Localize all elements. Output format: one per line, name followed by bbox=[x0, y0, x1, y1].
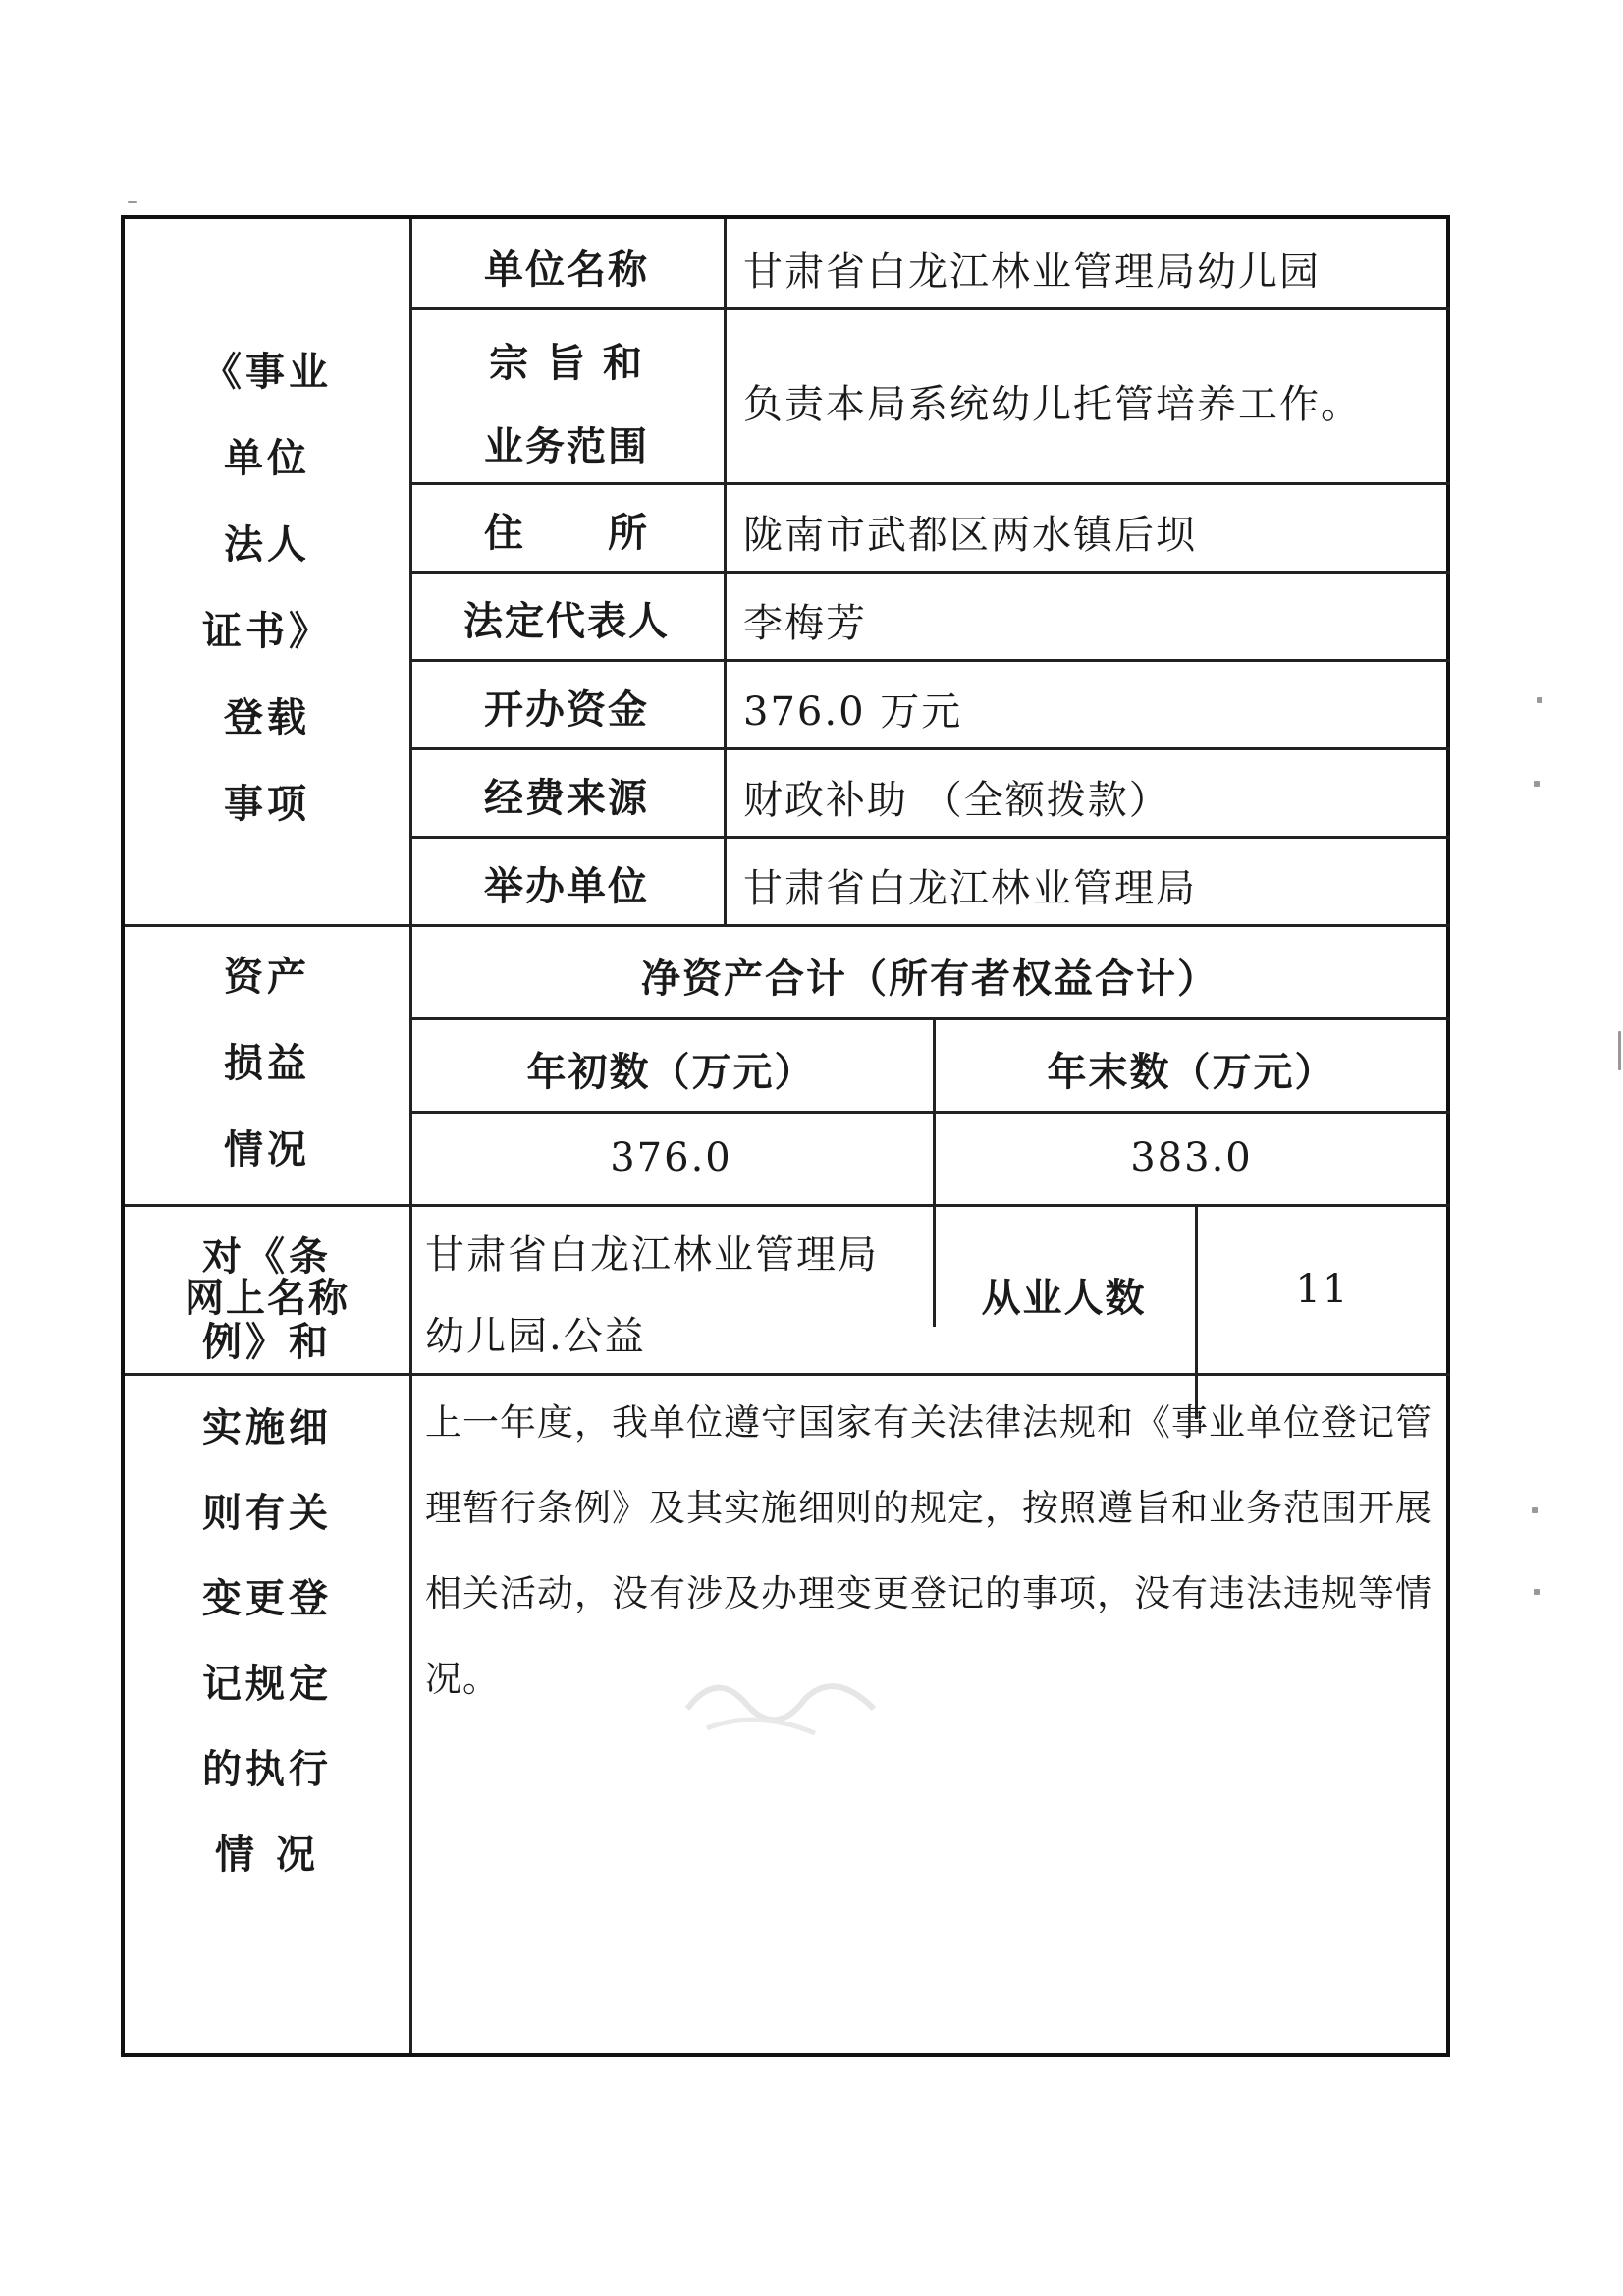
table-divider bbox=[409, 571, 1450, 574]
net-assets-header: 净资产合计（所有者权益合计） bbox=[641, 956, 1218, 1002]
scan-mark bbox=[128, 201, 137, 203]
table-divider bbox=[125, 924, 1450, 927]
table-divider bbox=[409, 482, 1450, 485]
legal-rep-value: 李梅芳 bbox=[743, 601, 867, 646]
online-name-line1: 甘肃省白龙江林业管理局 bbox=[425, 1232, 879, 1278]
compliance-text-line2: 理暂行条例》及其实施细则的规定，按照遵旨和业务范围开展 bbox=[425, 1487, 1433, 1529]
funding-source-label: 经费来源 bbox=[484, 775, 649, 821]
table-divider bbox=[409, 836, 1450, 839]
compliance-text-line1: 上一年度，我单位遵守国家有关法律法规和《事业单位登记管 bbox=[425, 1401, 1433, 1444]
address-value: 陇南市武都区两水镇后坝 bbox=[743, 513, 1197, 558]
table-divider bbox=[409, 307, 1450, 310]
year-end-value: 383.0 bbox=[1130, 1135, 1253, 1180]
unit-name-value: 甘肃省白龙江林业管理局幼儿园 bbox=[743, 249, 1321, 295]
registration-section-label: 《事业 单位 法人 证书》 登载 事项 bbox=[202, 349, 332, 827]
table-divider bbox=[409, 747, 1450, 750]
purpose-value: 负责本局系统幼儿托管培养工作。 bbox=[743, 382, 1362, 427]
compliance-text-line3: 相关活动，没有涉及办理变更登记的事项，没有违法违规等情 bbox=[425, 1572, 1433, 1614]
year-start-value: 376.0 bbox=[610, 1135, 732, 1180]
table-divider bbox=[409, 659, 1450, 662]
year-end-header: 年末数（万元） bbox=[1047, 1049, 1336, 1095]
funding-source-value: 财政补助 （全额拨款） bbox=[743, 778, 1170, 823]
unit-name-label: 单位名称 bbox=[484, 246, 649, 293]
scan-mark bbox=[1537, 697, 1542, 703]
purpose-label-line1: 宗 旨 和 bbox=[489, 340, 644, 386]
online-name-label: 网上名称 bbox=[185, 1275, 350, 1321]
table-divider bbox=[409, 1111, 1450, 1114]
assets-section-label: 资产 损益 情况 bbox=[224, 954, 310, 1173]
scan-mark bbox=[1534, 1589, 1540, 1595]
staff-count-value: 11 bbox=[1295, 1267, 1350, 1312]
table-divider bbox=[125, 1204, 1450, 1207]
registration-form-table bbox=[121, 215, 1450, 2057]
table-divider bbox=[1195, 1205, 1198, 1419]
faded-stamp-mark bbox=[677, 1650, 903, 1748]
sponsor-label: 举办单位 bbox=[484, 863, 649, 909]
purpose-label-line2: 业务范围 bbox=[484, 423, 649, 469]
scan-mark bbox=[1532, 1507, 1538, 1513]
table-divider bbox=[409, 1017, 1450, 1020]
scan-mark bbox=[1534, 781, 1540, 787]
year-start-header: 年初数（万元） bbox=[526, 1049, 816, 1095]
address-label: 住 所 bbox=[484, 510, 649, 556]
compliance-text-line4: 况。 bbox=[425, 1658, 500, 1700]
staff-count-label: 从业人数 bbox=[981, 1275, 1147, 1321]
capital-label: 开办资金 bbox=[484, 686, 649, 733]
sponsor-value: 甘肃省白龙江林业管理局 bbox=[743, 866, 1197, 911]
legal-rep-label: 法定代表人 bbox=[463, 598, 670, 644]
online-name-line2: 幼儿园.公益 bbox=[425, 1314, 646, 1359]
capital-value: 376.0 万元 bbox=[743, 689, 963, 735]
scan-mark bbox=[1618, 1031, 1621, 1070]
compliance-section-label: 对《条 例》和 实施细 则有关 变更登 记规定 的执行 情 况 bbox=[202, 1233, 332, 1878]
